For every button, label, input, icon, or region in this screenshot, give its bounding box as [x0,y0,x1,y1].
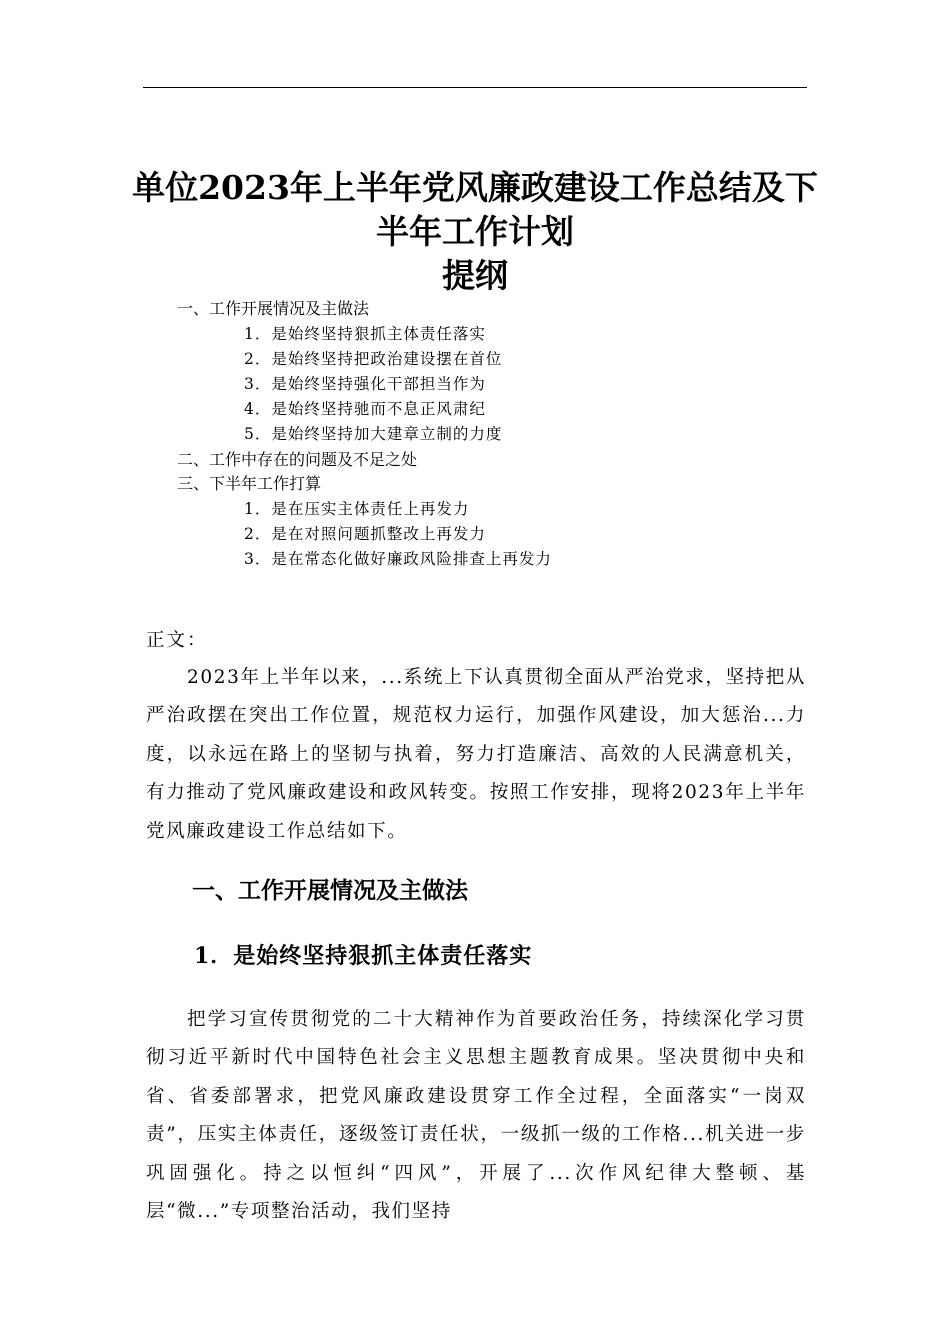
body-label: 正文： [146,630,208,651]
body-paragraph: 把学习宣传贯彻党的二十大精神作为首要政治任务，持续深化学习贯彻习近平新时代中国特色社会主义思想主题教育成果。坚决贯彻中央和省、省委部署求，把党风廉政建设贯穿工作全过程，全面落实“一岗双责”，压实主体责任，逐级签订责任状，一级抓一级的工作格...机关进一步巩固强化。持之以恒纠“四风”，开展了...次作风纪律大整顿、基层“微...”专项整治活动，我们坚持 [146,1009,806,1223]
sub-heading: 1．是始终坚持狠抓主体责任落实 [194,943,533,969]
outline-item: 3．是始终坚持强化干部担当作为 [244,375,486,393]
document-title-line-2: 半年工作计划 [376,212,574,251]
header-rule [143,87,807,88]
outline-section-1: 一、工作开展情况及主做法 [177,299,370,318]
outline-heading: 提纲 [442,256,508,295]
outline-item: 5．是始终坚持加大建章立制的力度 [244,425,503,443]
outline-item: 1．是在压实主体责任上再发力 [244,500,470,518]
outline-section-2: 二、工作中存在的问题及不足之处 [177,450,418,469]
section-heading: 一、工作开展情况及主做法 [192,878,468,904]
outline-item: 4．是始终坚持驰而不息正风肃纪 [244,400,486,418]
outline-item: 1．是始终坚持狠抓主体责任落实 [244,325,486,343]
intro-paragraph: 2023年上半年以来，...系统上下认真贯彻全面从严治党求，坚持把从严治政摆在突出工作位置，规范权力运行，加强作风建设，加大惩治...力度，以永远在路上的坚韧与执着，努力打造廉洁、高效的人民满意机关，有力推动了党风廉政建设和政风转变。按照工作安排，现将2023年上半年党风廉政建设工作总结如下。 [146,667,806,842]
outline-section-3: 三、下半年工作打算 [177,474,322,493]
outline-item: 2．是在对照问题抓整改上再发力 [244,525,486,543]
outline-item: 2．是始终坚持把政治建设摆在首位 [244,350,503,368]
outline-item: 3．是在常态化做好廉政风险排查上再发力 [244,550,552,568]
document-title-line-1: 单位2023年上半年党风廉政建设工作总结及下 [132,168,818,207]
